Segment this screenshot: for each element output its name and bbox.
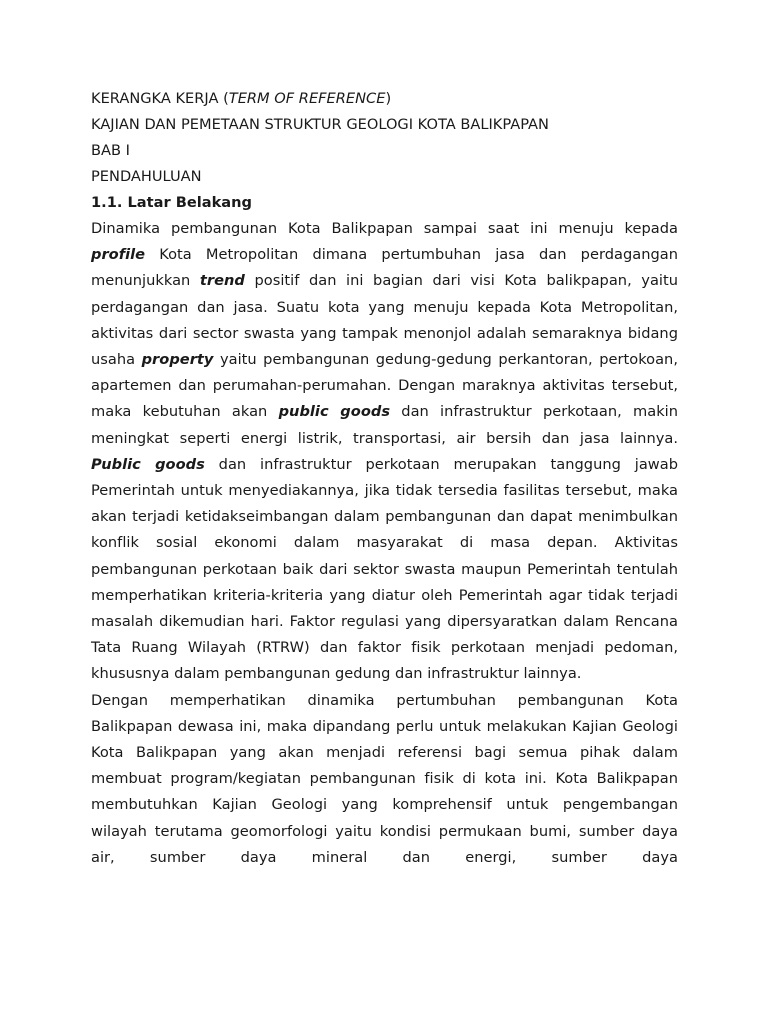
section-heading: 1.1. Latar Belakang — [91, 194, 252, 211]
chapter-label: BAB I — [91, 142, 130, 159]
text-run: dan infrastruktur perkotaan, makin meningkat seperti energi listrik, transportasi, air bersih dan jasa lainnya. — [91, 403, 679, 447]
paragraph-background-2: Dengan memperhatikan dinamika pertumbuhan pembangunan Kota Balikpapan dewasa ini, maka dipandang perlu untuk melakukan Kajian Geologi Kota Balikpapan yang akan menjadi referensi bagi semua pihak dalam membuat program/kegiatan pembangunan fisik di kota ini. Kota Balikpapan membutuhkan Kajian Geologi yang komprehensif untuk pengembangan wilayah terutama geomorfologi yaitu kondisi permukaan bumi, sumber daya air, sumber daya mineral dan energi, sumber daya — [91, 691, 678, 866]
keyword-emphasis: public goods — [278, 403, 391, 421]
title-prefix: KERANGKA KERJA ( — [91, 90, 229, 107]
document-body — [91, 86, 678, 871]
title-italic: TERM OF REFERENCE — [228, 90, 386, 107]
text-run: Dinamika pembangunan Kota Balikpapan sampai saat ini menuju kepada — [91, 220, 678, 237]
text-run: yaitu pembangunan gedung-gedung perkantoran, pertokoan, apartemen dan perumahan-perumahan. Dengan maraknya aktivitas tersebut, maka kebutuhan akan — [91, 351, 678, 421]
text-run: dan infrastruktur perkotaan merupakan tanggung jawab Pemerintah untuk menyediakannya, jika tidak tersedia fasilitas tersebut, maka akan terjadi ketidakseimbangan dalam pembangunan dan dapat menimbulkan konflik sosial ekonomi dalam masyarakat di masa depan. Aktivitas pembangunan perkotaan baik dari sektor swasta maupun Pemerintah tentulah memperhatikan kriteria-kriteria yang diatur oleh Pemerintah agar tidak terjadi masalah dikemudian hari. Faktor regulasi yang dipersyaratkan dalam Rencana Tata Ruang Wilayah (RTRW) dan faktor fisik perkotaan menjadi pedoman, khususnya dalam pembangunan gedung dan infrastruktur lainnya. — [91, 455, 678, 683]
keyword-emphasis: Public goods — [91, 455, 205, 473]
keyword-emphasis: profile — [91, 246, 146, 264]
document-subtitle: KAJIAN DAN PEMETAAN STRUKTUR GEOLOGI KOTA BALIKPAPAN — [91, 116, 549, 133]
chapter-title: PENDAHULUAN — [91, 168, 202, 185]
title-suffix: ) — [385, 90, 392, 107]
document-title — [91, 86, 678, 112]
keyword-emphasis: property — [141, 351, 214, 369]
text-run: Kota Metropolitan dimana pertumbuhan jasa dan perdagangan menunjukkan — [91, 246, 678, 290]
keyword-emphasis: trend — [199, 272, 245, 290]
paragraph-background-1 — [91, 216, 678, 688]
text-run: positif dan ini bagian dari visi Kota balikpapan, yaitu perdagangan dan jasa. Suatu kota yang menuju kepada Kota Metropolitan, aktivitas dari sector swasta yang tampak menonjol adalah semaraknya bidang usaha — [91, 272, 679, 369]
